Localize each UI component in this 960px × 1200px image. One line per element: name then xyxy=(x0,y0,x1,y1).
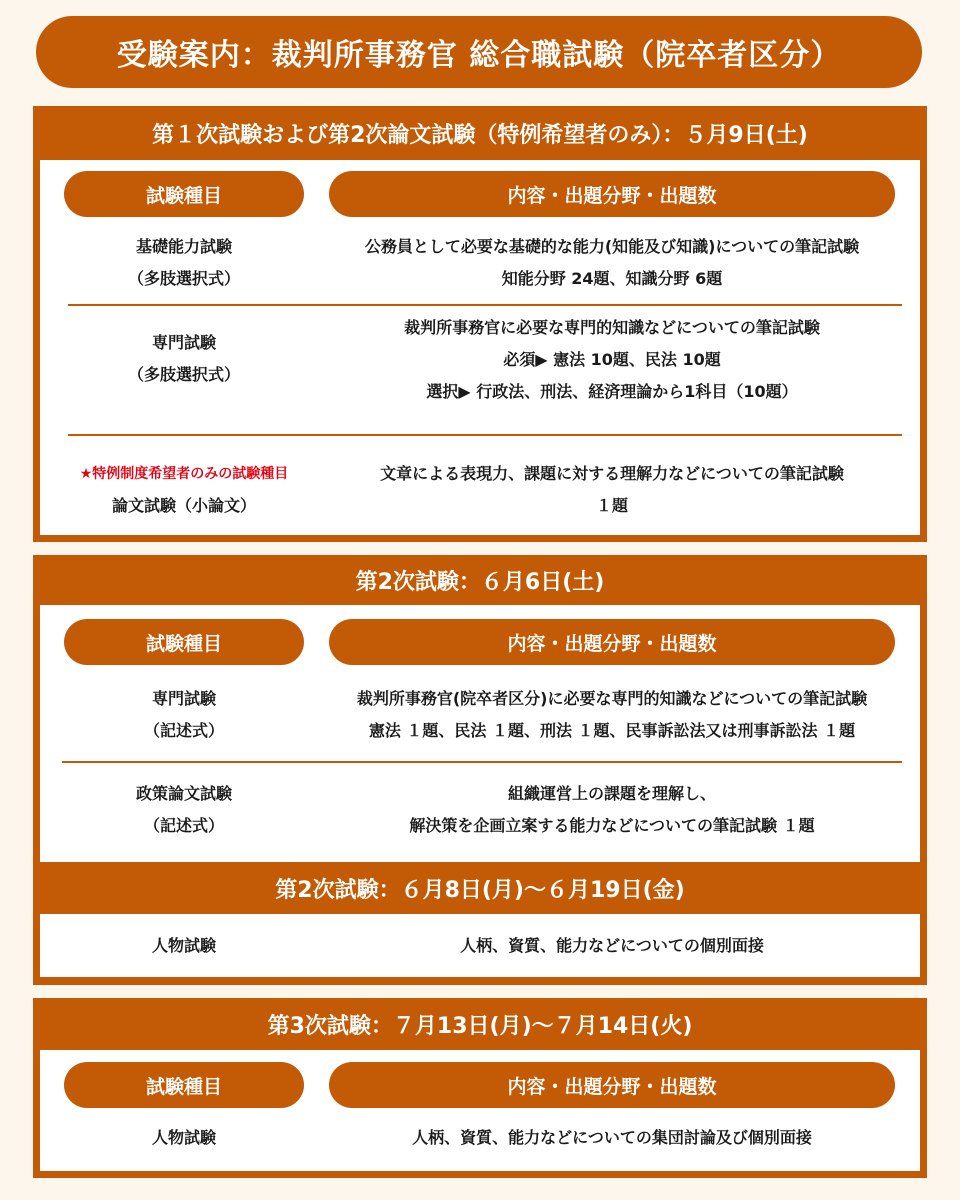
exam-content-interview: 人柄、資質、能力などについての個別面接 xyxy=(460,935,764,955)
exam-name-specialized xyxy=(64,326,304,392)
exam-format: （記述式） xyxy=(143,816,224,835)
exam-format: （多肢選択式） xyxy=(127,365,240,384)
first-exam-panel xyxy=(40,160,920,535)
exam-content-group-interview: 人柄、資質、能力などについての集団討論及び個別面接 xyxy=(412,1128,812,1147)
exam-name-interview: 人物試験 xyxy=(151,935,216,955)
page-title: 受験案内：裁判所事務官 総合職試験（院卒者区分） xyxy=(36,16,922,88)
interview-header: 第2次試験：６月8日(月)〜６月19日(金) xyxy=(275,877,685,903)
exam-name: 論文試験（小論文） xyxy=(111,496,256,515)
exam-name-essay xyxy=(54,457,314,523)
exam-content-basic xyxy=(329,230,895,296)
second-exam-header: 第2次試験：６月6日(土) xyxy=(355,569,605,595)
content-column-header: 内容・出題分野・出題数 xyxy=(329,1062,895,1108)
exam-content-specialized xyxy=(329,312,895,408)
content-column-header: 内容・出題分野・出題数 xyxy=(329,171,895,217)
first-exam-header: 第１次試験および第2次論文試験（特例希望者のみ）：５月9日(土) xyxy=(152,122,808,148)
exam-name: 専門試験 xyxy=(151,689,216,708)
second-exam-panel xyxy=(40,605,920,862)
exam-name: 専門試験 xyxy=(151,333,216,352)
content-line: 憲法 １題、民法 １題、刑法 １題、民事訴訟法又は刑事訴訟法 １題 xyxy=(368,721,856,740)
content-column-header: 内容・出題分野・出題数 xyxy=(329,619,895,665)
row-divider xyxy=(62,761,902,763)
content-line: 文章による表現力、課題に対する理解力などについての筆記試験 xyxy=(380,464,844,483)
exam-name-policy xyxy=(64,777,304,843)
interview-panel xyxy=(40,914,920,977)
content-line: 選択▶ 行政法、刑法、経済理論から1科目（10題） xyxy=(426,382,798,401)
third-exam-panel xyxy=(40,1050,920,1171)
item-column-header: 試験種目 xyxy=(64,619,304,665)
content-line: 裁判所事務官(院卒者区分)に必要な専門的知識などについての筆記試験 xyxy=(356,689,868,708)
exam-content-policy xyxy=(329,777,895,843)
exam-name-group-interview: 人物試験 xyxy=(151,1128,216,1147)
content-line: １題 xyxy=(595,496,628,515)
exam-name: 基礎能力試験 xyxy=(135,237,232,256)
row-divider xyxy=(68,434,902,436)
content-line: 知能分野 24題、知識分野 6題 xyxy=(501,269,723,288)
exam-content-essay xyxy=(329,457,895,523)
second-exam-section xyxy=(33,555,927,985)
exam-name-basic xyxy=(64,230,304,296)
exam-format: （多肢選択式） xyxy=(127,269,240,288)
row-divider xyxy=(68,304,902,306)
content-line: 裁判所事務官に必要な専門的知識などについての筆記試験 xyxy=(404,318,820,337)
item-column-header: 試験種目 xyxy=(64,1062,304,1108)
item-column-header: 試験種目 xyxy=(64,171,304,217)
first-exam-section xyxy=(33,106,927,542)
special-note: ★特例制度希望者のみの試験種目 xyxy=(79,466,289,482)
exam-name: 政策論文試験 xyxy=(135,784,232,803)
third-exam-header: 第3次試験：７月13日(月)〜７月14日(火) xyxy=(267,1013,693,1039)
exam-content-written xyxy=(329,682,895,748)
content-line: 組織運営上の課題を理解し、 xyxy=(507,784,716,803)
exam-name-written xyxy=(64,682,304,748)
content-line: 公務員として必要な基礎的な能力(知能及び知識)についての筆記試験 xyxy=(364,237,860,256)
content-line: 解決策を企画立案する能力などについての筆記試験 １題 xyxy=(409,816,815,835)
third-exam-section xyxy=(33,998,927,1178)
exam-format: （記述式） xyxy=(143,721,224,740)
content-line: 必須▶ 憲法 10題、民法 10題 xyxy=(503,350,721,369)
